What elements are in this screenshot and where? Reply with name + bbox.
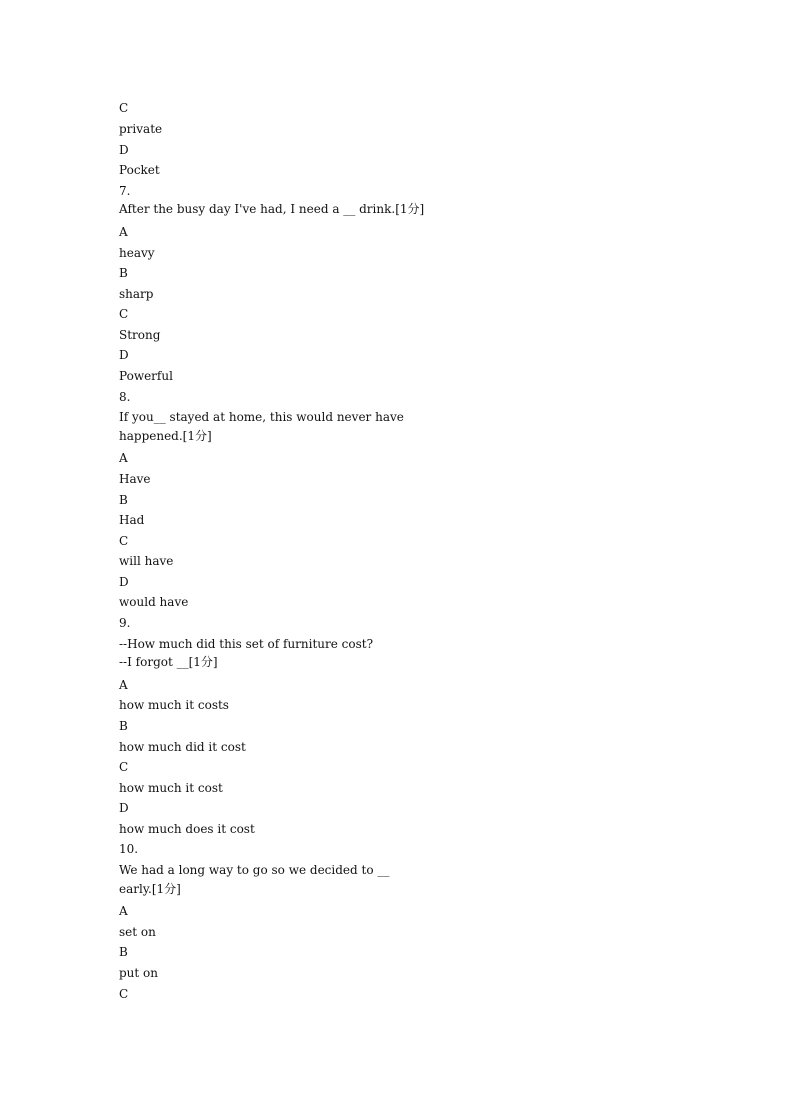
question-text-continued: --I forgot __[1分] <box>119 655 218 669</box>
option-d-label: D <box>119 801 129 815</box>
question-text: If you__ stayed at home, this would never have <box>119 410 404 424</box>
option-text: how much does it cost <box>119 822 255 836</box>
option-text: how much it cost <box>119 781 223 795</box>
question-number: 8. <box>119 390 131 404</box>
option-text: put on <box>119 966 158 980</box>
option-b-label: B <box>119 266 128 280</box>
question-text: After the busy day I've had, I need a __ drink.[1分] <box>119 202 425 216</box>
option-c-label: C <box>119 760 129 774</box>
question-text-continued: happened.[1分] <box>119 429 212 443</box>
option-b-label: B <box>119 719 128 733</box>
option-text: Had <box>119 513 145 527</box>
option-text: how much it costs <box>119 698 229 712</box>
option-text: Pocket <box>119 163 160 177</box>
option-b-label: B <box>119 493 128 507</box>
option-a-label: A <box>119 904 128 918</box>
option-a-label: A <box>119 451 128 465</box>
option-c-label: C <box>119 101 129 115</box>
option-text: Strong <box>119 328 161 342</box>
question-text-continued: early.[1分] <box>119 882 181 896</box>
question-text: We had a long way to go so we decided to __ <box>119 863 390 877</box>
option-text: heavy <box>119 246 155 260</box>
question-text: --How much did this set of furniture cost? <box>119 637 374 651</box>
option-text: private <box>119 122 163 136</box>
option-text: Powerful <box>119 369 173 383</box>
option-d-label: D <box>119 143 129 157</box>
option-c-label: C <box>119 534 129 548</box>
option-text: will have <box>119 554 174 568</box>
option-d-label: D <box>119 575 129 589</box>
option-a-label: A <box>119 225 128 239</box>
option-d-label: D <box>119 348 129 362</box>
option-text: Have <box>119 472 151 486</box>
option-c-label: C <box>119 987 129 1001</box>
question-number: 7. <box>119 184 131 198</box>
option-c-label: C <box>119 307 129 321</box>
option-b-label: B <box>119 945 128 959</box>
option-text: sharp <box>119 287 154 301</box>
question-number: 10. <box>119 842 139 856</box>
question-number: 9. <box>119 616 131 630</box>
option-text: set on <box>119 925 156 939</box>
option-a-label: A <box>119 678 128 692</box>
option-text: would have <box>119 595 189 609</box>
option-text: how much did it cost <box>119 740 246 754</box>
